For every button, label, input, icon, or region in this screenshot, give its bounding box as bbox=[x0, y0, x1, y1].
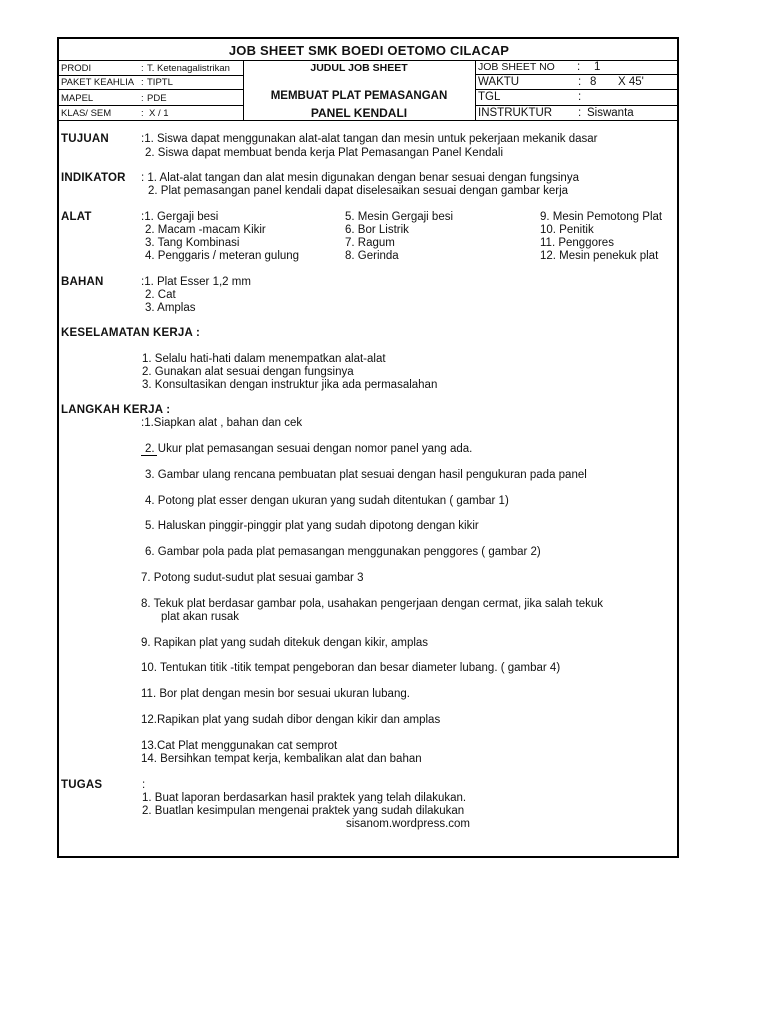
alat-item: 12. Mesin penekuk plat bbox=[540, 250, 659, 262]
langkah-item: 14. Bersihkan tempat kerja, kembalikan alat dan bahan bbox=[141, 753, 422, 765]
langkah-heading: LANGKAH KERJA : bbox=[61, 404, 171, 416]
langkah-item: 6. Gambar pola pada plat pemasangan menggunakan penggores ( gambar 2) bbox=[145, 546, 541, 558]
langkah-item: 10. Tentukan titik -titik tempat pengeboran dan besar diameter lubang. ( gambar 4) bbox=[141, 662, 561, 674]
langkah-item: :1.Siapkan alat , bahan dan cek bbox=[141, 417, 303, 429]
alat-item: :1. Gergaji besi bbox=[141, 211, 219, 223]
keselamatan-item: 1. Selalu hati-hati dalam menempatkan alat-alat bbox=[142, 353, 386, 365]
header-jobsheet-no-value: 1 bbox=[594, 61, 601, 73]
page-title: JOB SHEET SMK BOEDI OETOMO CILACAP bbox=[228, 43, 510, 58]
langkah-item: 13.Cat Plat menggunakan cat semprot bbox=[141, 740, 338, 752]
tugas-item: 2. Buatlan kesimpulan mengenai praktek yang sudah dilakukan bbox=[142, 805, 465, 817]
header-klas-sep: : bbox=[141, 108, 144, 119]
langkah-item-continuation: plat akan rusak bbox=[161, 611, 239, 623]
langkah-item: 4. Potong plat esser dengan ukuran yang sudah ditentukan ( gambar 1) bbox=[145, 495, 509, 507]
tugas-heading: TUGAS bbox=[61, 779, 103, 791]
header-left-rule-3 bbox=[59, 105, 243, 106]
alat-item: 6. Bor Listrik bbox=[345, 224, 409, 236]
tujuan-item: :1. Siswa dapat menggunakan alat-alat tangan dan mesin untuk pekerjaan mekanik dasar bbox=[141, 133, 598, 145]
header-divider-right bbox=[475, 60, 476, 120]
bahan-item: 3. Amplas bbox=[145, 302, 196, 314]
langkah-item: 9. Rapikan plat yang sudah ditekuk dengan kikir, amplas bbox=[141, 637, 429, 649]
bahan-heading: BAHAN bbox=[61, 276, 104, 288]
header-right-rule-3 bbox=[476, 105, 679, 106]
bahan-item: 2. Cat bbox=[145, 289, 176, 301]
header-bottom-rule bbox=[59, 120, 679, 121]
header-tgl-label: TGL bbox=[478, 91, 501, 103]
header-waktu-label: WAKTU bbox=[478, 76, 520, 88]
header-waktu-value: 8 bbox=[590, 76, 597, 88]
header-prodi-value: T. Ketenagalistrikan bbox=[147, 63, 230, 74]
langkah-item: 3. Gambar ulang rencana pembuatan plat sesuai dengan hasil pengukuran pada panel bbox=[145, 469, 587, 481]
step-2-underline-mark bbox=[141, 455, 157, 456]
header-tgl-sep: : bbox=[578, 91, 582, 103]
alat-item: 8. Gerinda bbox=[345, 250, 399, 262]
header-jobsheet-no-label: JOB SHEET NO bbox=[478, 61, 555, 73]
header-left-rule-1 bbox=[59, 75, 243, 76]
header-paket-label: PAKET KEAHLIA bbox=[61, 77, 135, 88]
header-left-rule-2 bbox=[59, 89, 243, 90]
header-instruktur-value: Siswanta bbox=[587, 107, 634, 119]
tujuan-item: 2. Siswa dapat membuat benda kerja Plat Pemasangan Panel Kendali bbox=[145, 147, 504, 159]
header-waktu-sep: : bbox=[578, 76, 582, 88]
alat-heading: ALAT bbox=[61, 211, 92, 223]
header-mapel-sep: : bbox=[141, 93, 144, 104]
header-prodi-sep: : bbox=[141, 63, 144, 74]
alat-item: 3. Tang Kombinasi bbox=[145, 237, 240, 249]
langkah-item: 2. Ukur plat pemasangan sesuai dengan nomor panel yang ada. bbox=[145, 443, 473, 455]
header-waktu-extra: X 45' bbox=[618, 76, 644, 88]
alat-item: 9. Mesin Pemotong Plat bbox=[540, 211, 663, 223]
indikator-item: 2. Plat pemasangan panel kendali dapat diselesaikan sesuai dengan gambar kerja bbox=[148, 185, 569, 197]
header-klas-label: KLAS/ SEM bbox=[61, 108, 112, 119]
header-mapel-value: PDE bbox=[147, 93, 167, 104]
langkah-item: 11. Bor plat dengan mesin bor sesuai ukuran lubang. bbox=[141, 688, 410, 700]
header-right-rule-2 bbox=[476, 89, 679, 90]
tujuan-heading: TUJUAN bbox=[61, 133, 109, 145]
alat-item: 2. Macam -macam Kikir bbox=[145, 224, 266, 236]
keselamatan-heading: KESELAMATAN KERJA : bbox=[61, 327, 201, 339]
tugas-footer-source: sisanom.wordpress.com bbox=[346, 818, 470, 830]
alat-item: 4. Penggaris / meteran gulung bbox=[145, 250, 300, 262]
tugas-item: 1. Buat laporan berdasarkan hasil praktek yang telah dilakukan. bbox=[142, 792, 467, 804]
keselamatan-item: 2. Gunakan alat sesuai dengan fungsinya bbox=[142, 366, 354, 378]
alat-item: 5. Mesin Gergaji besi bbox=[345, 211, 454, 223]
alat-item: 7. Ragum bbox=[345, 237, 395, 249]
indikator-item: : 1. Alat-alat tangan dan alat mesin digunakan dengan benar sesuai dengan fungsinya bbox=[141, 172, 579, 184]
header-judul-label: JUDUL JOB SHEET bbox=[310, 62, 408, 74]
header-instruktur-sep: : bbox=[578, 107, 582, 119]
header-judul-title-line1: MEMBUAT PLAT PEMASANGAN bbox=[270, 90, 448, 102]
header-judul-title-line2: PANEL KENDALI bbox=[310, 106, 408, 120]
bahan-item: :1. Plat Esser 1,2 mm bbox=[141, 276, 251, 288]
langkah-item: 5. Haluskan pinggir-pinggir plat yang sudah dipotong dengan kikir bbox=[145, 520, 479, 532]
keselamatan-item: 3. Konsultasikan dengan instruktur jika ada permasalahan bbox=[142, 379, 438, 391]
header-klas-value: X / 1 bbox=[149, 108, 169, 119]
alat-item: 11. Penggores bbox=[540, 237, 614, 249]
header-top-rule bbox=[59, 60, 679, 61]
langkah-item: 8. Tekuk plat berdasar gambar pola, usahakan pengerjaan dengan cermat, jika salah tekuk bbox=[141, 598, 603, 610]
tugas-colon: : bbox=[142, 779, 146, 791]
indikator-heading: INDIKATOR bbox=[61, 172, 126, 184]
header-right-rule-1 bbox=[476, 74, 679, 75]
langkah-item: 7. Potong sudut-sudut plat sesuai gambar 3 bbox=[141, 572, 364, 584]
header-jobsheet-no-sep: : bbox=[577, 61, 581, 73]
langkah-item: 12.Rapikan plat yang sudah dibor dengan kikir dan amplas bbox=[141, 714, 441, 726]
alat-item: 10. Penitik bbox=[540, 224, 594, 236]
header-instruktur-label: INSTRUKTUR bbox=[478, 107, 553, 119]
header-prodi-label: PRODI bbox=[61, 63, 92, 74]
header-paket-sep: : bbox=[141, 77, 144, 88]
header-paket-value: TIPTL bbox=[147, 77, 173, 88]
header-mapel-label: MAPEL bbox=[61, 93, 94, 104]
